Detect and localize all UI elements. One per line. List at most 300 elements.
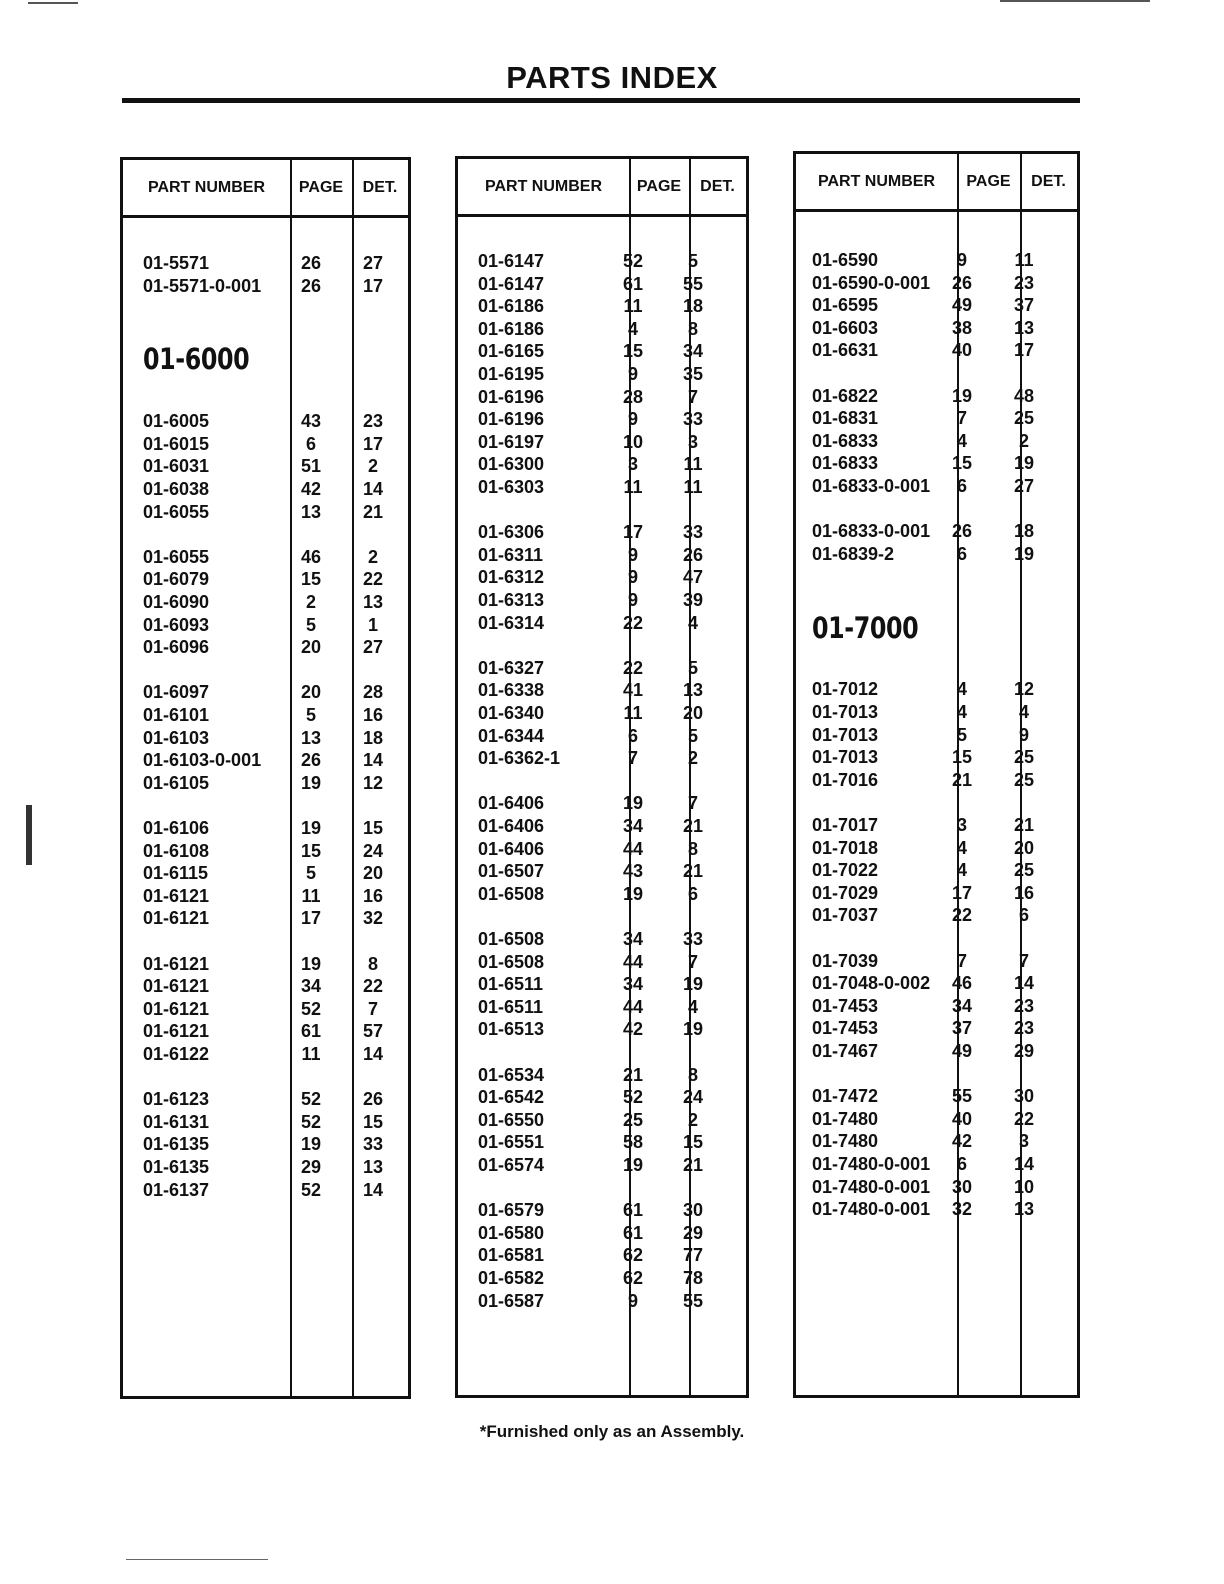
det-ref: 2 <box>687 748 698 769</box>
part-number: 01-6196 <box>478 409 545 430</box>
part-number: 01-6122 <box>143 1044 210 1064</box>
det-ref: 4 <box>687 612 698 633</box>
part-number: 01-6186 <box>478 296 545 317</box>
page-ref: 46 <box>300 546 322 567</box>
page-ref: 49 <box>951 295 973 316</box>
part-number: 01-6115 <box>143 863 209 884</box>
part-number: 01-6093 <box>143 614 210 635</box>
page-ref: 52 <box>300 1111 322 1132</box>
det-ref: 22 <box>362 976 384 997</box>
page-ref: 46 <box>951 973 973 994</box>
det-ref: 29 <box>682 1222 704 1243</box>
det-ref: 8 <box>687 318 698 339</box>
det-ref: 23 <box>1013 1018 1035 1039</box>
det-ref: 3 <box>687 431 698 452</box>
part-number: 01-7013 <box>812 702 879 722</box>
page-ref: 32 <box>951 1199 973 1220</box>
det-ref: 14 <box>362 1044 384 1064</box>
part-number: 01-6822 <box>812 385 879 406</box>
det-ref: 27 <box>1013 476 1035 496</box>
table-row <box>123 817 408 840</box>
part-number: 01-6831 <box>812 408 879 429</box>
part-number: 01-6196 <box>478 386 545 407</box>
page-ref: 5 <box>305 705 316 725</box>
det-ref: 5 <box>687 251 698 271</box>
table-row <box>796 294 1077 317</box>
page-ref: 4 <box>627 318 638 339</box>
det-ref: 7 <box>367 998 378 1019</box>
page-ref: 21 <box>951 769 973 790</box>
page-ref: 19 <box>300 953 322 974</box>
table-row <box>796 249 1077 272</box>
part-number: 01-6031 <box>143 456 210 477</box>
part-number: 01-6121 <box>143 953 210 974</box>
det-ref: 27 <box>362 253 384 273</box>
det-ref: 2 <box>1018 430 1029 451</box>
det-ref: 19 <box>682 974 704 995</box>
table-row <box>123 636 408 659</box>
det-ref: 15 <box>362 818 384 838</box>
part-number: 01-6101 <box>143 705 210 725</box>
page-ref: 61 <box>300 1021 322 1042</box>
table-row <box>796 339 1077 362</box>
page-ref: 34 <box>622 816 644 836</box>
part-number: 01-6195 <box>478 364 545 384</box>
table-row <box>123 546 408 569</box>
part-number: 01-6311 <box>478 544 544 565</box>
part-number: 01-6097 <box>143 682 210 703</box>
page-ref: 51 <box>300 456 322 477</box>
det-ref: 37 <box>1013 295 1035 316</box>
table-row <box>123 275 408 298</box>
page-ref: 52 <box>622 251 644 271</box>
header-page: PAGE <box>636 178 682 195</box>
det-ref: 14 <box>362 750 384 771</box>
table-row <box>458 1018 746 1041</box>
table-row <box>458 476 746 499</box>
part-number: 01-7453 <box>812 995 879 1016</box>
table-row <box>796 272 1077 295</box>
table-row <box>796 746 1077 769</box>
det-ref: 21 <box>682 816 704 836</box>
header-part-number: PART NUMBER <box>817 173 936 190</box>
det-ref: 47 <box>682 567 704 588</box>
page-ref: 5 <box>956 724 967 745</box>
part-number: 01-7017 <box>812 815 879 835</box>
page-ref: 5 <box>305 863 316 884</box>
page-ref: 26 <box>951 521 973 542</box>
part-number: 01-6096 <box>143 637 210 658</box>
page-ref: 15 <box>300 569 322 590</box>
det-ref: 9 <box>1018 724 1029 745</box>
table-row <box>123 591 408 614</box>
part-number: 01-7480-0-001 <box>812 1154 931 1174</box>
page-ref: 42 <box>951 1131 973 1152</box>
table-row <box>458 612 746 635</box>
page-ref: 42 <box>300 479 322 499</box>
det-ref: 21 <box>1013 815 1035 835</box>
table-row <box>796 1198 1077 1221</box>
det-ref: 13 <box>682 680 704 701</box>
parts-table-3 <box>793 151 1080 1398</box>
section-heading: 01-7000 <box>812 610 919 645</box>
part-number: 01-7472 <box>812 1086 879 1107</box>
part-number: 01-6595 <box>812 295 879 316</box>
det-ref: 55 <box>682 1290 704 1311</box>
part-number: 01-6108 <box>143 840 210 861</box>
page-ref: 52 <box>300 1089 322 1110</box>
table-header <box>796 154 1077 212</box>
table-row <box>123 252 408 275</box>
page-ref: 9 <box>956 250 967 270</box>
part-number: 01-7467 <box>812 1041 879 1061</box>
part-number: 01-6582 <box>478 1268 545 1288</box>
page-ref: 9 <box>627 409 638 430</box>
det-ref: 28 <box>362 682 384 703</box>
table-row <box>458 883 746 906</box>
page-ref: 43 <box>622 861 644 882</box>
part-number: 01-6313 <box>478 590 545 610</box>
part-number: 01-6137 <box>143 1179 210 1200</box>
det-ref: 33 <box>362 1134 384 1155</box>
det-ref: 33 <box>682 409 704 430</box>
table-row <box>796 859 1077 882</box>
table-row <box>796 1153 1077 1176</box>
table-row <box>796 678 1077 701</box>
table-row <box>458 973 746 996</box>
page-ref: 17 <box>300 908 322 929</box>
page-ref: 4 <box>956 837 967 858</box>
det-ref: 34 <box>682 341 704 362</box>
table-row <box>796 1130 1077 1153</box>
part-number: 01-5571 <box>143 253 210 273</box>
table-row <box>123 410 408 433</box>
det-ref: 21 <box>682 861 704 882</box>
det-ref: 24 <box>362 840 384 861</box>
part-number: 01-6106 <box>143 818 210 838</box>
det-ref: 6 <box>1018 905 1029 926</box>
page-ref: 61 <box>622 1222 644 1243</box>
table-header <box>123 160 408 218</box>
parts-table-2 <box>455 156 749 1398</box>
page-ref: 38 <box>951 317 973 338</box>
det-ref: 18 <box>362 727 384 748</box>
det-ref: 17 <box>362 433 384 454</box>
det-ref: 7 <box>687 793 698 814</box>
det-ref: 4 <box>687 996 698 1017</box>
table-row <box>796 904 1077 927</box>
det-ref: 5 <box>687 657 698 678</box>
page-ref: 6 <box>956 543 967 564</box>
part-number: 01-6038 <box>143 479 210 499</box>
page-ref: 9 <box>627 544 638 565</box>
page-ref: 17 <box>951 882 973 903</box>
page-ref: 13 <box>300 727 322 748</box>
page-ref: 15 <box>622 341 644 362</box>
page-ref: 25 <box>622 1109 644 1130</box>
part-number: 01-6105 <box>143 772 210 793</box>
table-row <box>796 520 1077 543</box>
table-row <box>123 953 408 976</box>
page-ref: 11 <box>301 1044 321 1064</box>
table-row <box>458 340 746 363</box>
page-ref: 49 <box>951 1041 973 1061</box>
det-ref: 10 <box>1013 1176 1035 1197</box>
det-ref: 6 <box>687 883 698 904</box>
page-ref: 28 <box>622 386 644 407</box>
table-row <box>796 475 1077 498</box>
det-ref: 23 <box>1013 995 1035 1016</box>
det-ref: 23 <box>362 411 384 432</box>
table-row <box>458 838 746 861</box>
part-number: 01-6147 <box>478 251 545 271</box>
part-number: 01-7480 <box>812 1131 879 1152</box>
table-row <box>123 1133 408 1156</box>
table-row <box>458 1222 746 1245</box>
table-row <box>123 1111 408 1134</box>
page-ref: 11 <box>301 885 321 906</box>
part-number: 01-6839-2 <box>812 543 895 564</box>
page-ref: 6 <box>627 725 638 746</box>
det-ref: 2 <box>367 546 378 567</box>
part-number: 01-6833-0-001 <box>812 476 931 496</box>
det-ref: 25 <box>1013 747 1035 768</box>
part-number: 01-6551 <box>478 1132 545 1153</box>
page-ref: 58 <box>622 1132 644 1153</box>
page-ref: 9 <box>627 1290 638 1311</box>
part-number: 01-6079 <box>143 569 210 590</box>
part-number: 01-6300 <box>478 454 545 475</box>
det-ref: 25 <box>1013 860 1035 881</box>
det-ref: 17 <box>362 275 384 296</box>
part-number: 01-7039 <box>812 950 879 971</box>
det-ref: 19 <box>1013 543 1035 564</box>
part-number: 01-6055 <box>143 501 210 522</box>
page-ref: 11 <box>623 703 643 723</box>
page-ref: 9 <box>627 590 638 610</box>
table-row <box>796 452 1077 475</box>
table-row <box>123 907 408 930</box>
table-row <box>458 295 746 318</box>
det-ref: 15 <box>682 1132 704 1153</box>
table-row <box>123 1088 408 1111</box>
scan-artifact <box>126 1559 268 1560</box>
part-number: 01-6587 <box>478 1290 545 1311</box>
table-row <box>458 589 746 612</box>
table-row <box>458 453 746 476</box>
part-number: 01-7016 <box>812 769 879 790</box>
table-row <box>123 862 408 885</box>
det-ref: 22 <box>362 569 384 590</box>
part-number: 01-6631 <box>812 340 879 361</box>
part-number: 01-7480-0-001 <box>812 1199 931 1220</box>
part-number: 01-7048-0-002 <box>812 973 931 994</box>
det-ref: 55 <box>682 273 704 294</box>
det-ref: 18 <box>682 296 704 317</box>
page-ref: 19 <box>622 1155 644 1175</box>
part-number: 01-6581 <box>478 1245 545 1266</box>
title-rule <box>122 98 1080 103</box>
header-det: DET. <box>1031 173 1066 190</box>
det-ref: 16 <box>1013 882 1035 903</box>
table-row <box>123 1043 408 1066</box>
table-row <box>458 431 746 454</box>
det-ref: 15 <box>362 1111 384 1132</box>
det-ref: 19 <box>682 1019 704 1040</box>
page-ref: 15 <box>300 840 322 861</box>
table-row <box>796 1085 1077 1108</box>
page-ref: 3 <box>956 815 967 835</box>
part-number: 01-6542 <box>478 1087 545 1108</box>
table-row <box>796 972 1077 995</box>
page-ref: 22 <box>622 612 644 633</box>
page-ref: 61 <box>622 273 644 294</box>
part-number: 01-6121 <box>143 998 210 1019</box>
det-ref: 26 <box>682 544 704 565</box>
table-row <box>458 996 746 1019</box>
page-ref: 11 <box>623 477 643 497</box>
part-number: 01-7480 <box>812 1108 879 1129</box>
table-row <box>458 928 746 951</box>
part-number: 01-6055 <box>143 546 210 567</box>
det-ref: 16 <box>362 885 384 906</box>
part-number: 01-6303 <box>478 477 545 497</box>
table-row <box>796 1108 1077 1131</box>
page-ref: 40 <box>951 1108 973 1129</box>
table-row <box>458 408 746 431</box>
det-ref: 12 <box>1013 679 1035 700</box>
det-ref: 14 <box>1013 973 1035 994</box>
table-row <box>796 1017 1077 1040</box>
part-number: 01-6121 <box>143 1021 210 1042</box>
det-ref: 8 <box>367 953 378 974</box>
table-row <box>123 433 408 456</box>
table-row <box>458 1131 746 1154</box>
scan-artifact <box>26 805 32 865</box>
header-det: DET. <box>700 178 735 195</box>
det-ref: 25 <box>1013 769 1035 790</box>
page-ref: 55 <box>951 1086 973 1107</box>
table-row <box>796 995 1077 1018</box>
table-row <box>458 1267 746 1290</box>
part-number: 01-6603 <box>812 317 879 338</box>
part-number: 01-6406 <box>478 816 545 836</box>
part-number: 01-6833 <box>812 430 879 451</box>
table-row <box>796 1040 1077 1063</box>
part-number: 01-7022 <box>812 860 879 881</box>
page-ref: 26 <box>951 272 973 293</box>
part-number: 01-6511 <box>478 974 544 995</box>
table-row <box>458 657 746 680</box>
det-ref: 25 <box>1013 408 1035 429</box>
part-number: 01-6406 <box>478 793 545 814</box>
page-ref: 6 <box>956 476 967 496</box>
page-ref: 41 <box>622 680 644 701</box>
det-ref: 26 <box>362 1089 384 1110</box>
page-ref: 19 <box>300 818 322 838</box>
page-ref: 17 <box>622 522 644 543</box>
header-part-number: PART NUMBER <box>147 179 266 196</box>
part-number: 01-7480-0-001 <box>812 1176 931 1197</box>
table-row <box>123 478 408 501</box>
table-row <box>458 725 746 748</box>
det-ref: 29 <box>1013 1041 1035 1061</box>
page-ref: 26 <box>300 750 322 771</box>
part-number: 01-6103-0-001 <box>143 750 262 771</box>
header-part-number: PART NUMBER <box>484 178 603 195</box>
det-ref: 4 <box>1018 702 1029 722</box>
det-ref: 13 <box>362 592 384 612</box>
page-ref: 7 <box>627 748 638 769</box>
table-row <box>458 747 746 770</box>
table-row <box>458 1199 746 1222</box>
det-ref: 1 <box>367 614 378 635</box>
part-number: 01-6090 <box>143 592 210 612</box>
table-row <box>796 837 1077 860</box>
page-ref: 61 <box>622 1200 644 1221</box>
part-number: 01-6513 <box>478 1019 545 1040</box>
page-ref: 11 <box>623 296 643 317</box>
det-ref: 48 <box>1013 385 1035 406</box>
page-ref: 22 <box>951 905 973 926</box>
part-number: 01-6121 <box>143 908 210 929</box>
table-row <box>123 727 408 750</box>
det-ref: 11 <box>1014 250 1034 270</box>
table-row <box>458 1064 746 1087</box>
table-row <box>796 317 1077 340</box>
table-row <box>123 998 408 1021</box>
det-ref: 20 <box>362 863 384 884</box>
table-row <box>123 614 408 637</box>
table-row <box>123 772 408 795</box>
part-number: 01-6534 <box>478 1064 545 1085</box>
det-ref: 21 <box>682 1155 704 1175</box>
part-number: 01-6197 <box>478 431 545 452</box>
table-row <box>458 363 746 386</box>
table-row <box>123 840 408 863</box>
table-row <box>123 749 408 772</box>
page-ref: 20 <box>300 682 322 703</box>
table-row <box>458 1290 746 1313</box>
det-ref: 30 <box>1013 1086 1035 1107</box>
page-ref: 4 <box>956 702 967 722</box>
det-ref: 11 <box>683 477 703 497</box>
det-ref: 20 <box>682 703 704 723</box>
table-row <box>458 1244 746 1267</box>
page-ref: 62 <box>622 1268 644 1288</box>
table-row <box>123 501 408 524</box>
page-ref: 52 <box>300 998 322 1019</box>
page-ref: 5 <box>305 614 316 635</box>
page-ref: 42 <box>622 1019 644 1040</box>
part-number: 01-6005 <box>143 411 210 432</box>
det-ref: 39 <box>682 590 704 610</box>
page-ref: 34 <box>951 995 973 1016</box>
det-ref: 77 <box>682 1245 704 1266</box>
part-number: 01-6135 <box>143 1157 210 1177</box>
part-number: 01-6508 <box>478 951 545 972</box>
part-number: 01-6121 <box>143 976 210 997</box>
table-row <box>458 702 746 725</box>
part-number: 01-6580 <box>478 1222 545 1243</box>
table-row <box>458 679 746 702</box>
page-ref: 26 <box>300 253 322 273</box>
det-ref: 3 <box>1018 1131 1029 1152</box>
table-row <box>796 701 1077 724</box>
header-det: DET. <box>362 179 398 196</box>
det-ref: 78 <box>682 1268 704 1288</box>
det-ref: 57 <box>362 1021 384 1042</box>
